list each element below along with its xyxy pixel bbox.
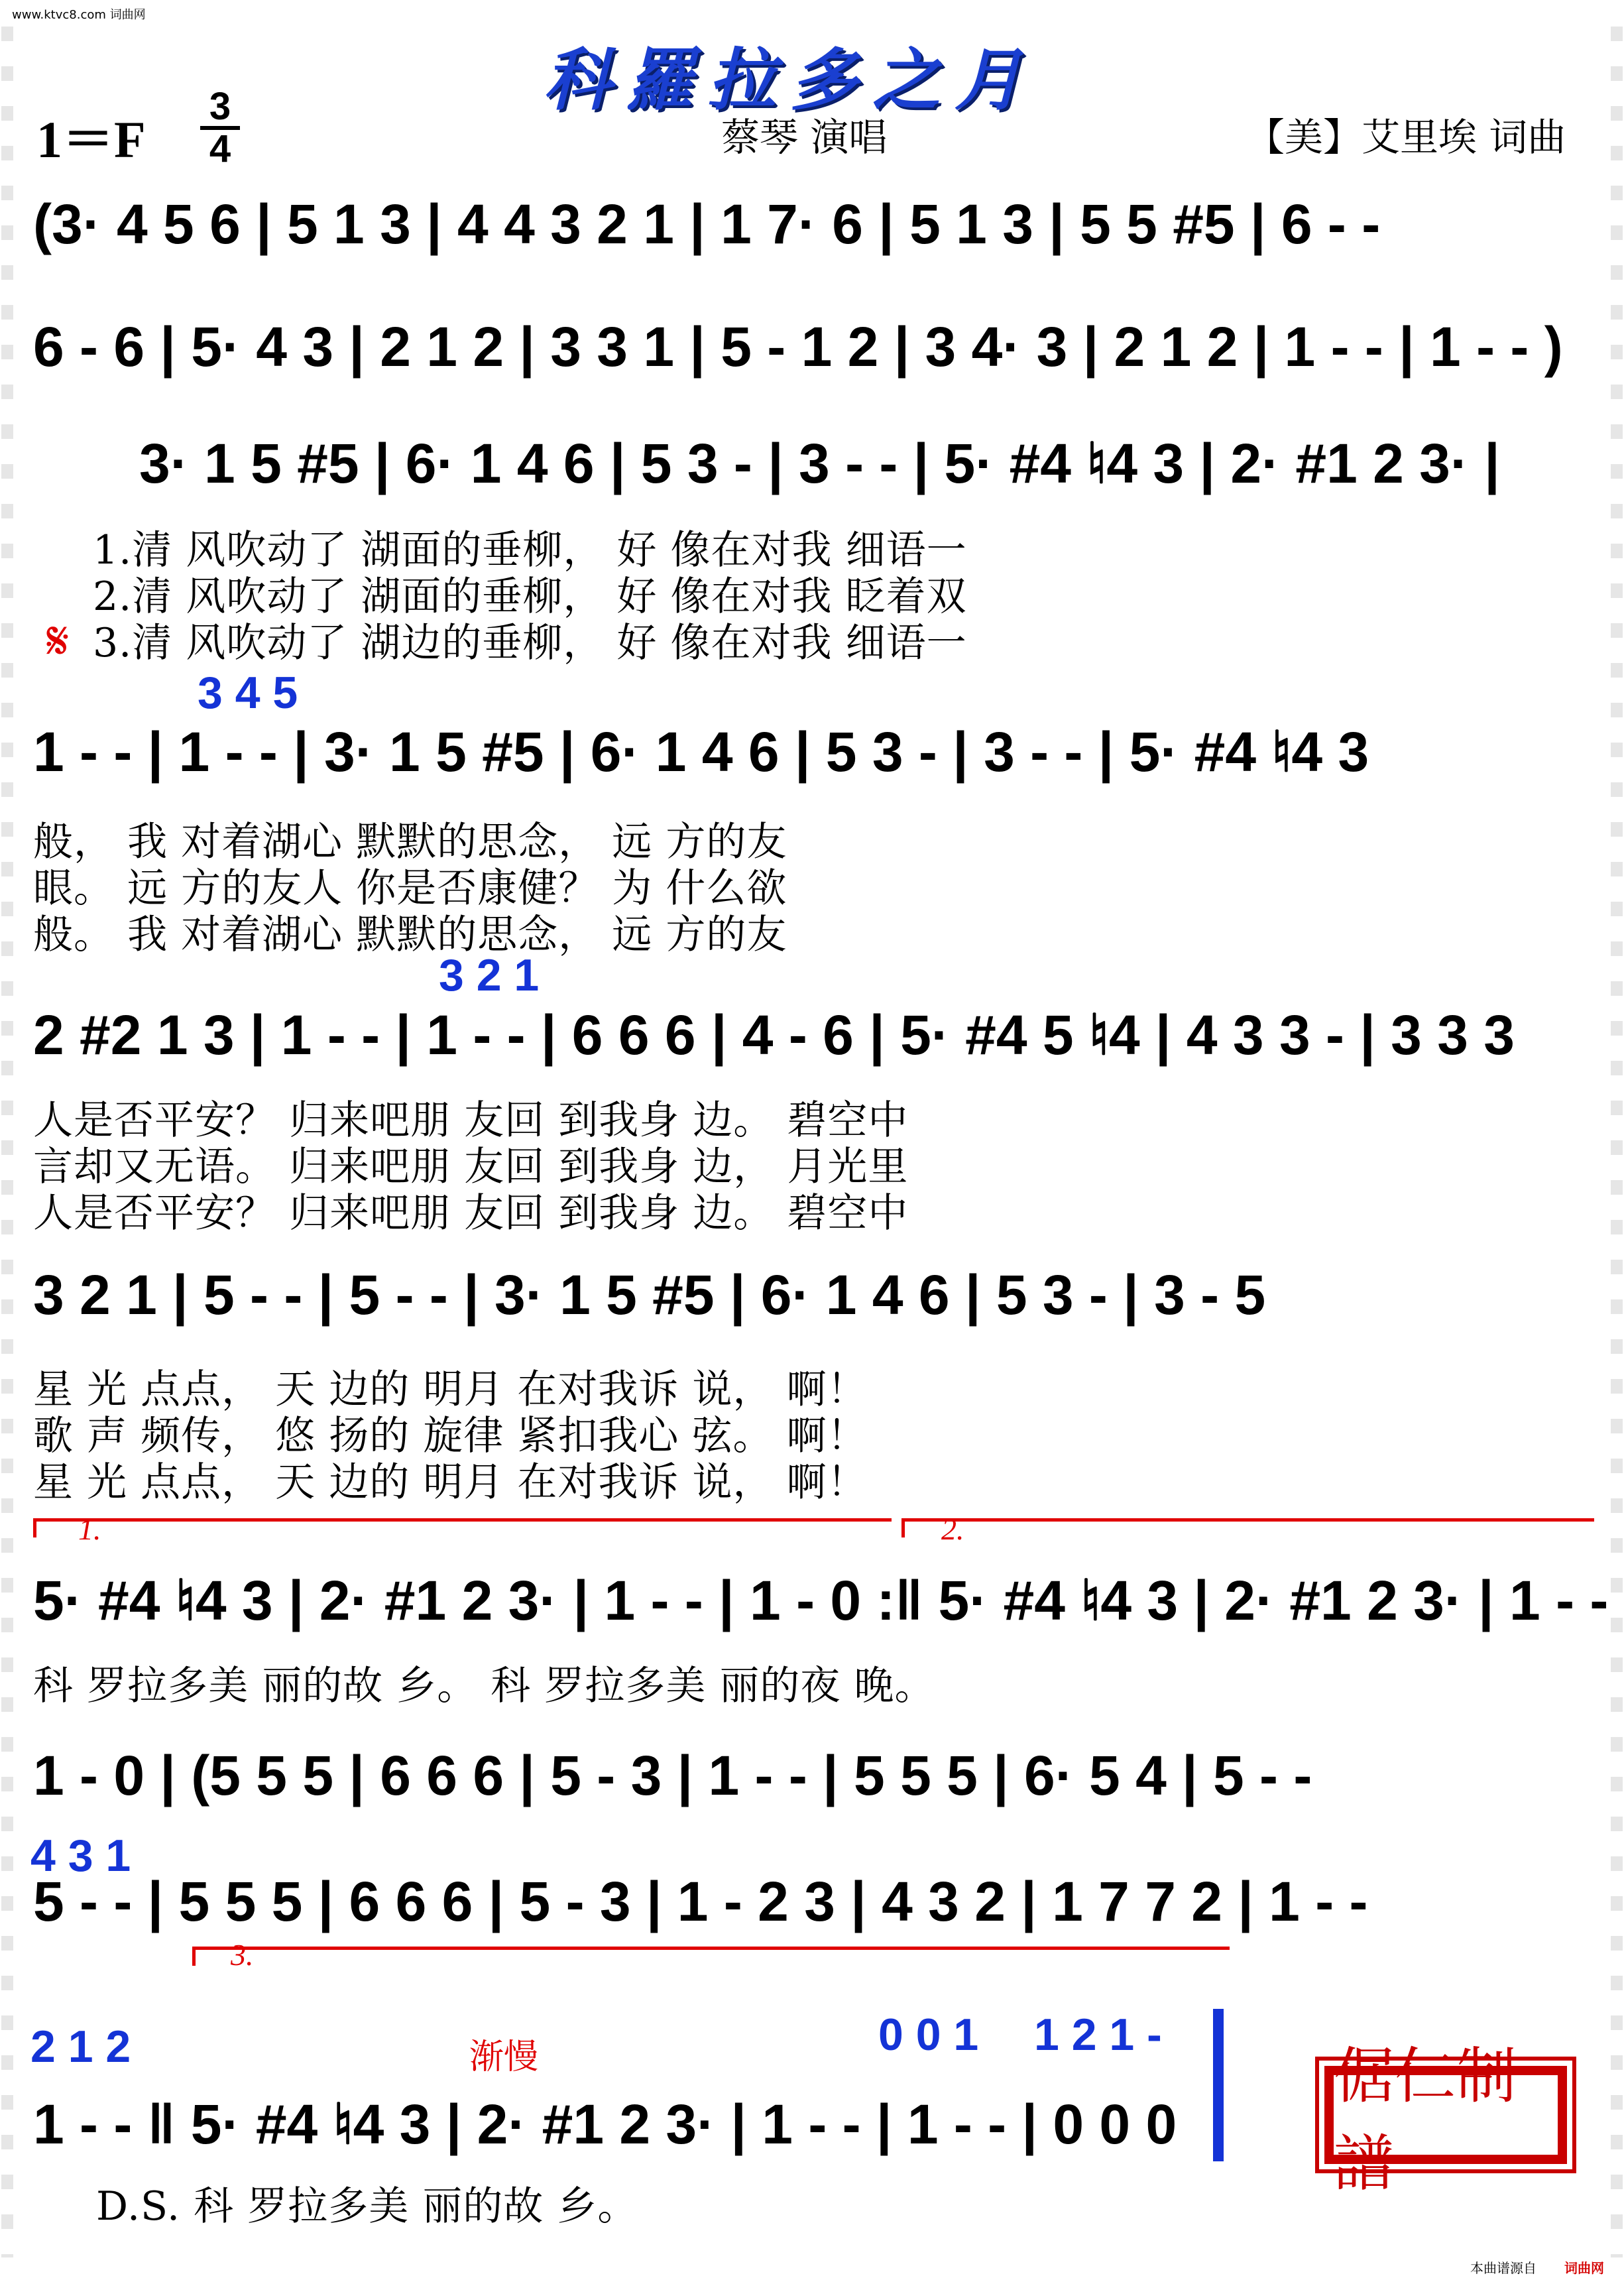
left-border-strip: [1, 27, 13, 2257]
lyric-verse-1: 般， 我 对着湖心 默默的思念， 远 方的友: [33, 819, 787, 865]
lyric-verse-2: 2.清 风吹动了 湖面的垂柳， 好 像在对我 眨着双: [93, 573, 967, 620]
lyric-verse-3: 般。 我 对着湖心 默默的思念， 远 方的友: [33, 912, 787, 958]
score-system-1: (3· 4 5 6 | 5 1 3 | 4 4 3 2 1 | 1 7· 6 | 5 1 3 | 5 5 #5 | 6 - -: [33, 193, 1381, 255]
credits: 【美】艾里埃 词曲: [1246, 115, 1566, 160]
volta-bracket-3: [192, 1947, 1230, 1966]
score-system-10: 1 - - ‖ 5· #4 ♮4 3 | 2· #1 2 3· | 1 - - | 1 - - | 0 0 0: [33, 2093, 1177, 2155]
lyric-verse-1: 1.清 风吹动了 湖面的垂柳， 好 像在对我 细语一: [93, 527, 967, 573]
volta-numbers-345: 3 4 5: [198, 668, 298, 718]
score-system-9: 5 - - | 5 5 5 | 6 6 6 | 5 - 3 | 1 - 2 3 | 4 3 2 | 1 7 7 2 | 1 - -: [33, 1870, 1368, 1933]
time-signature: [200, 85, 240, 170]
site-watermark: www.ktvc8.com 词曲网: [12, 8, 146, 22]
seal-stamp: [1319, 2041, 1572, 2199]
lyric-verse-2: 眼。 远 方的友人 你是否康健？ 为 什么欲: [33, 865, 787, 912]
lyric-verse-1: 人是否平安？ 归来吧朋 友回 到我身 边。 碧空中: [33, 1097, 909, 1144]
segno-sign: 𝄋: [46, 610, 70, 672]
volta-label-1: 1.: [78, 1512, 101, 1546]
volta-numbers-212: 2 1 2: [30, 2021, 131, 2072]
score-system-2: 6 - 6 | 5· 4 3 | 2 1 2 | 3 3 1 | 5 - 1 2 | 3 4· 3 | 2 1 2 | 1 - - | 1 - - ): [33, 316, 1563, 378]
score-system-7: 5· #4 ♮4 3 | 2· #1 2 3· | 1 - - | 1 - 0 :‖ 5· #4 ♮4 3 | 2· #1 2 3· | 1 - -: [33, 1569, 1609, 1632]
ending-numbers-121: 1 2 1 -: [1034, 2010, 1162, 2060]
lyric-verse-3: 星 光 点点， 天 边的 明月 在对我诉 说， 啊！: [33, 1459, 868, 1506]
lyric-line-ds: D.S. 科 罗拉多美 丽的故 乡。: [96, 2183, 638, 2230]
ending-numbers-001: 0 0 1: [878, 2010, 979, 2060]
lyric-verse-2: 言却又无语。 归来吧朋 友回 到我身 边， 月光里: [33, 1144, 909, 1190]
seal-stamp-text: 倨仁制譜: [1334, 2041, 1517, 2199]
volta-numbers-321: 3 2 1: [439, 950, 540, 1000]
footer-source-note: 本曲谱源自: [1470, 2260, 1537, 2276]
performer: 蔡琴 演唱: [721, 115, 888, 160]
volta-numbers-431: 4 3 1: [30, 1831, 131, 1881]
dynamic-ritardando: 渐慢: [469, 2037, 539, 2077]
key-signature: 1＝F: [36, 111, 146, 168]
song-title: 科羅拉多之月: [544, 40, 1037, 120]
time-signature-top: 3: [209, 85, 231, 128]
volta-bracket-2: [901, 1518, 1594, 1537]
volta-bracket-1: [33, 1518, 892, 1537]
score-system-6: 3 2 1 | 5 - - | 5 - - | 3· 1 5 #5 | 6· 1 4 6 | 5 3 - | 3 - 5: [33, 1264, 1266, 1326]
time-signature-bottom: 4: [200, 126, 240, 168]
lyric-verse-3: 人是否平安？ 归来吧朋 友回 到我身 边。 碧空中: [33, 1190, 909, 1236]
lyric-line: 科 罗拉多美 丽的故 乡。 科 罗拉多美 丽的夜 晚。: [33, 1663, 935, 1709]
footer-site: 词曲网: [1564, 2260, 1604, 2276]
score-system-8: 1 - 0 | (5 5 5 | 6 6 6 | 5 - 3 | 1 - - | 5 5 5 | 6· 5 4 | 5 - -: [33, 1744, 1312, 1807]
lyric-verse-2: 歌 声 频传， 悠 扬的 旋律 紧扣我心 弦。 啊！: [33, 1413, 868, 1459]
lyric-verse-3: 3.清 风吹动了 湖边的垂柳， 好 像在对我 细语一: [93, 620, 967, 666]
volta-label-3: 3.: [231, 1938, 254, 1972]
lyric-verse-1: 星 光 点点， 天 边的 明月 在对我诉 说， 啊！: [33, 1366, 868, 1413]
score-system-3: 3· 1 5 #5 | 6· 1 4 6 | 5 3 - | 3 - - | 5· #4 ♮4 3 | 2· #1 2 3· |: [139, 432, 1500, 495]
score-system-5: 2 #2 1 3 | 1 - - | 1 - - | 6 6 6 | 4 - 6 | 5· #4 5 ♮4 | 4 3 3 - | 3 3 3: [33, 1004, 1515, 1066]
right-border-strip: [1611, 27, 1623, 2257]
volta-label-2: 2.: [941, 1512, 964, 1546]
score-system-4: 1 - - | 1 - - | 3· 1 5 #5 | 6· 1 4 6 | 5 3 - | 3 - - | 5· #4 ♮4 3: [33, 721, 1369, 783]
seal-stamp-inner: [1334, 2041, 1558, 2199]
